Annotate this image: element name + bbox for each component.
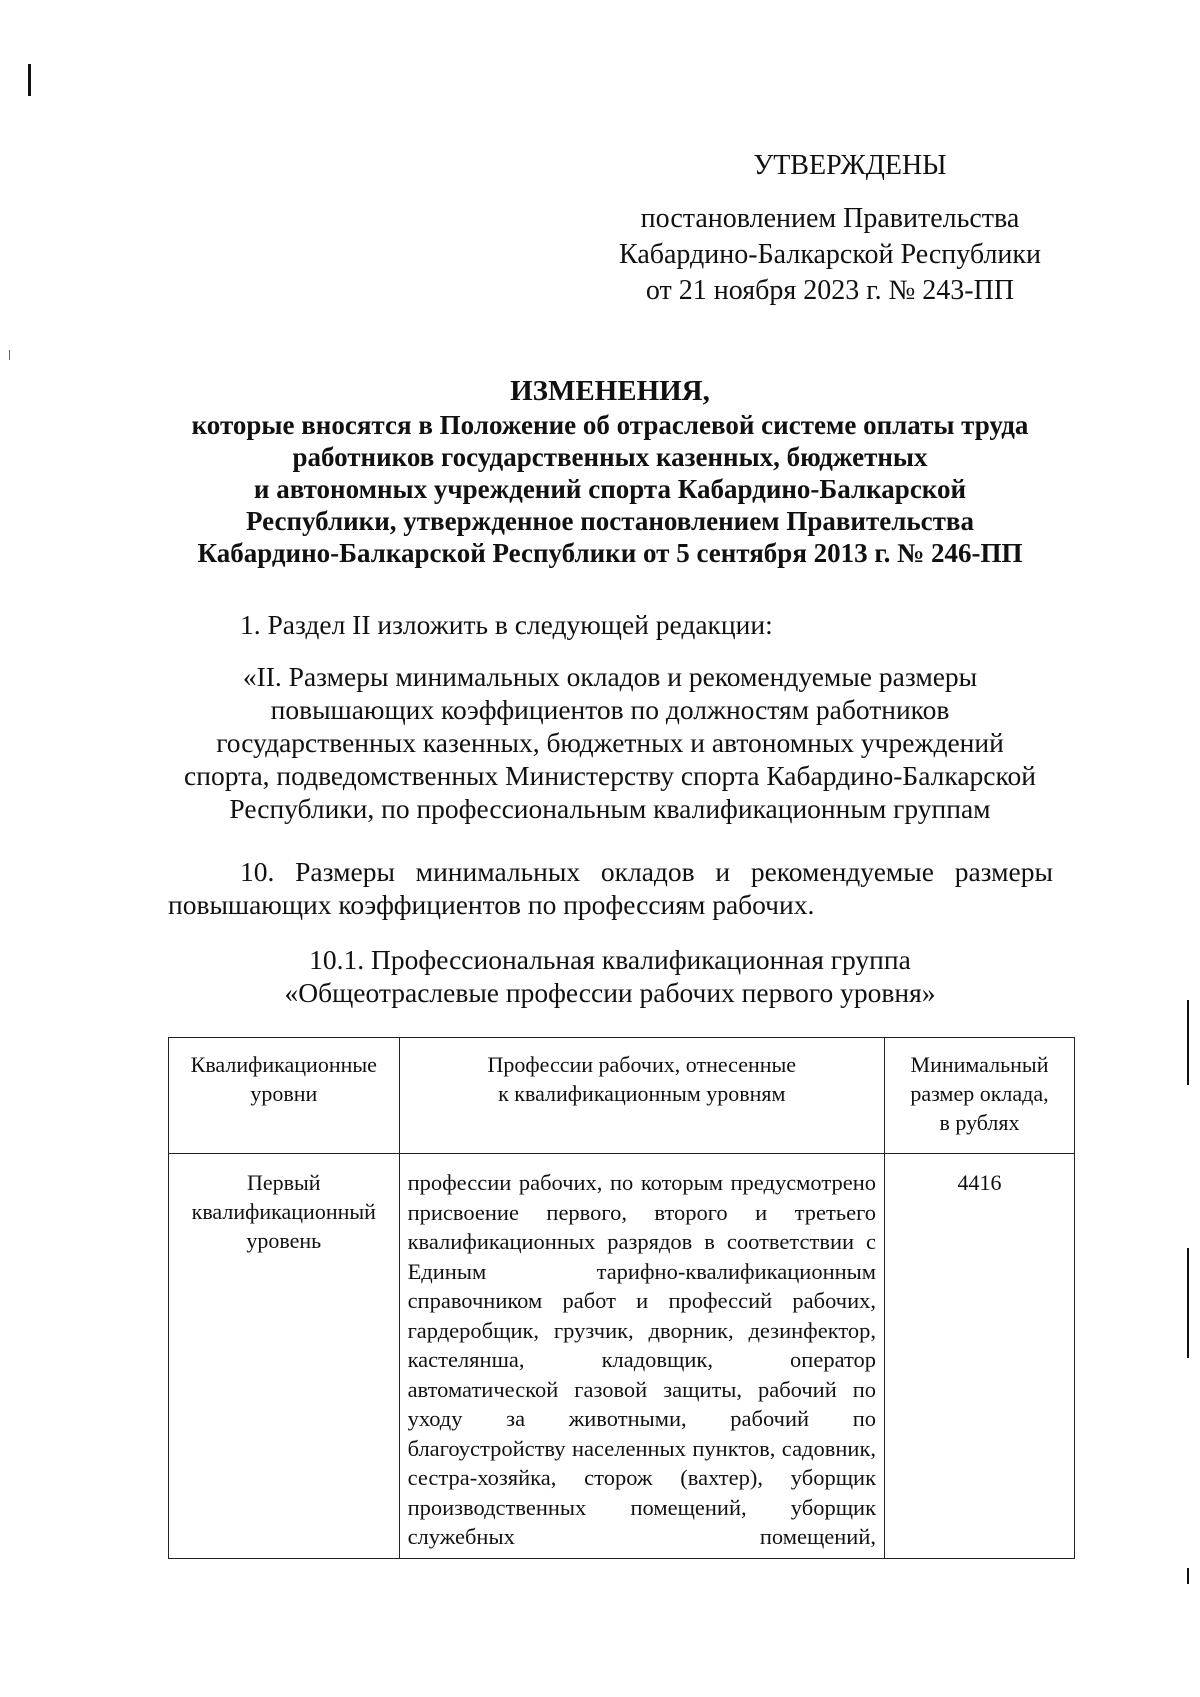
approval-line-2: Кабардино-Балкарской Республики	[619, 239, 1041, 270]
header-level: Квалификационные уровни	[169, 1038, 400, 1154]
cell-salary: 4416	[885, 1154, 1075, 1559]
document-heading	[160, 375, 1060, 569]
item-10-text: 10. Размеры минимальных окладов и рекомендуемые размеры повышающих коэффициентов по профессиям рабочих.	[168, 856, 1053, 920]
heading-line: Кабардино-Балкарской Республики от 5 сентября 2013 г. № 246-ПП	[197, 538, 1023, 568]
heading-line: работников государственных казенных, бюджетных	[292, 442, 928, 472]
section-title-line: «II. Размеры минимальных окладов и рекомендуемые размеры	[242, 661, 978, 692]
item-10	[168, 855, 1053, 921]
section-title-line: спорта, подведомственных Министерству спорта Кабардино-Балкарской	[184, 760, 1036, 791]
scan-mark-left	[28, 64, 31, 96]
heading-line: которые вносятся в Положение об отраслевой системе оплаты труда	[191, 410, 1029, 440]
approval-line-1: постановлением Правительства	[640, 203, 1020, 234]
heading-title: ИЗМЕНЕНИЯ,	[510, 375, 710, 407]
heading-line: Республики, утвержденное постановлением Правительства	[246, 506, 974, 536]
header-professions: Профессии рабочих, отнесенные к квалификационным уровням	[399, 1038, 884, 1154]
cell-professions: профессии рабочих, по которым предусмотрено присвоение первого, второго и третьего квалификационных разрядов в соответствии с Единым тарифно-квалификационным справочником работ и профессий рабочих, гардеробщик, грузчик, дворник, дезинфектор, кастелянша, кладовщик, оператор автоматической газовой защиты, рабочий по уходу за животными, рабочий по благоустройству населенных пунктов, садовник, сестра-хозяйка, сторож (вахтер), уборщик производственных помещений, уборщик служебных помещений,	[399, 1154, 884, 1559]
scan-mark-right-1	[1187, 1000, 1189, 1085]
table-header-row	[169, 1038, 1075, 1154]
scan-mark-right-3	[1187, 1568, 1189, 1584]
subsection-title	[160, 943, 1060, 1009]
approved-label: УТВЕРЖДЕНЫ	[753, 150, 947, 181]
section-title-line: государственных казенных, бюджетных и автономных учреждений	[216, 727, 1004, 758]
cell-level: Первый квалификационный уровень	[169, 1154, 400, 1559]
approval-line-3: от 21 ноября 2023 г. № 243-ПП	[645, 275, 1015, 306]
section-title-line: повышающих коэффициентов по должностям работников	[270, 694, 950, 725]
header-salary: Минимальный размер оклада, в рублях	[885, 1038, 1075, 1154]
scan-mark-left-small	[9, 350, 10, 360]
qualification-table	[168, 1037, 1075, 1559]
subsection-line: 10.1. Профессиональная квалификационная группа	[309, 944, 911, 975]
scan-mark-right-2	[1187, 1248, 1189, 1358]
heading-line: и автономных учреждений спорта Кабардино-Балкарской	[253, 474, 967, 504]
section-title-line: Республики, по профессиональным квалификационным группам	[229, 793, 991, 824]
approval-block	[600, 148, 1060, 309]
subsection-line: «Общеотраслевые профессии рабочих первого уровня»	[284, 977, 936, 1008]
item-1: 1. Раздел II изложить в следующей редакции:	[240, 609, 773, 640]
section-title	[160, 660, 1060, 825]
table-row	[169, 1154, 1075, 1559]
